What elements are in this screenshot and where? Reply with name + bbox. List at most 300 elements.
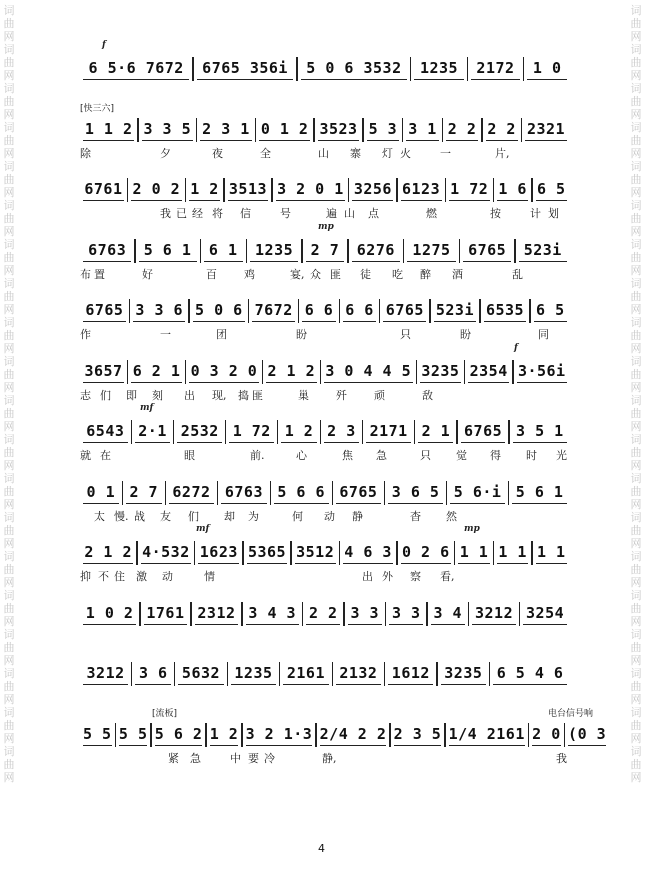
measure-notes: 3 4 3 (246, 603, 299, 625)
lyric-word: 点 (368, 207, 379, 220)
measure-notes: 1623 (198, 542, 239, 564)
dynamic-mark: mp (318, 221, 334, 232)
measure-notes: 6765 (383, 300, 426, 322)
measure-notes: 6 2 1 (131, 361, 182, 383)
lyric-word: 灯 (382, 146, 393, 160)
bar-line (188, 299, 189, 323)
measure-notes: 0 2 6 (401, 542, 451, 564)
notation-line (80, 722, 607, 748)
measure-notes: 5 6 2 (155, 724, 203, 746)
lyric-word: 只 (400, 328, 411, 341)
measure-notes: 1235 (414, 58, 463, 80)
lyric-word: 已 (176, 207, 187, 220)
bar-line (339, 299, 340, 323)
bar-line (403, 239, 404, 263)
bar-line (519, 602, 520, 626)
measure-notes: 3 1 (406, 119, 438, 141)
lyric-word: 山 (344, 207, 355, 220)
bar-line (493, 541, 494, 565)
lyric-word: 现, (212, 388, 227, 402)
bar-line (301, 239, 302, 263)
measure-notes: 6763 (221, 482, 266, 504)
notation-line (80, 238, 570, 264)
bar-line (137, 118, 138, 142)
lyric-word: 出 (362, 570, 373, 583)
bar-line (389, 723, 390, 747)
lyric-word: 们 (188, 509, 199, 523)
bar-line (468, 602, 469, 626)
bar-line (416, 360, 417, 384)
bar-line (298, 299, 299, 323)
performance-marks (80, 403, 570, 417)
measure-notes: 6765 (461, 421, 506, 443)
bar-line (402, 118, 403, 142)
bar-line (414, 420, 415, 444)
bar-line (523, 57, 524, 81)
lyric-word: 我 (160, 207, 171, 220)
lyric-word: 只 (420, 449, 431, 462)
measure-notes: 2532 (177, 421, 222, 443)
bar-line (362, 420, 363, 444)
measure-notes: 2 7 (306, 240, 345, 262)
lyric-word: 觉 (456, 449, 467, 462)
bar-line (384, 662, 385, 686)
lyric-word: 战 (134, 509, 145, 523)
lyric-word: 酒 (452, 267, 463, 281)
lyric-word: 友 (160, 509, 171, 523)
measure-notes: 0 3 2 0 (189, 361, 259, 383)
measure-notes: 1612 (388, 663, 433, 685)
bar-line (174, 662, 175, 686)
lyric-word: 吃 (392, 267, 403, 281)
lyric-line (80, 145, 570, 161)
lyric-word: 杳 (410, 509, 421, 523)
measure-notes: 6765 (83, 300, 126, 322)
measure-notes: 2·1 (135, 421, 170, 443)
lyric-word: 时 (526, 449, 537, 462)
measure-notes: 1235 (231, 663, 276, 685)
lyric-word: 计 (530, 207, 541, 220)
measure-notes: 1 1 (536, 542, 567, 564)
bar-line (514, 239, 515, 263)
bar-line (456, 420, 457, 444)
measure-notes: 1 72 (229, 421, 274, 443)
measure-notes: 6276 (352, 240, 400, 262)
lyric-word: 为 (248, 509, 259, 523)
lyric-word: 即 (126, 388, 137, 402)
bar-line (262, 360, 263, 384)
bar-line (396, 541, 397, 565)
lyric-word: 心 (296, 449, 307, 462)
measure-notes: 2 1 2 (266, 361, 317, 383)
measure-notes: 6 6 (302, 300, 335, 322)
measure-notes: 2 2 (446, 119, 478, 141)
bar-line (302, 602, 303, 626)
lyric-word: 就 (80, 449, 91, 462)
measure-notes: 4·532 (141, 542, 191, 564)
bar-line (315, 723, 316, 747)
bar-line (348, 178, 349, 202)
lyric-word: 志 (80, 388, 91, 402)
lyric-word: 外 (382, 570, 393, 583)
watermark-text: 词曲网词曲网词曲网词曲网词曲网词曲网词曲网词曲网词曲网词曲网词曲网词曲网词曲网词曲网词曲网词曲网词曲网词曲网词曲网词曲网 (630, 4, 642, 784)
bar-line (223, 178, 224, 202)
notation-line (80, 419, 570, 445)
lyric-word: 敌 (422, 388, 433, 402)
measure-notes: 6 5 (534, 300, 567, 322)
measure-notes: 5 6·i (450, 482, 505, 504)
bar-line (200, 239, 201, 263)
lyric-word: 我 (556, 751, 567, 765)
lyric-word: 置 (94, 267, 105, 281)
bar-line (190, 602, 191, 626)
lyric-word: 看, (440, 570, 455, 583)
bar-line (347, 239, 348, 263)
measure-notes: 5 0 6 3532 (301, 58, 407, 80)
bar-line (385, 602, 386, 626)
lyric-word: 捣 (238, 388, 249, 402)
bar-line (332, 662, 333, 686)
lyric-word: 山 (318, 146, 329, 160)
measure-notes: 2321 (525, 119, 567, 141)
measure-notes: 1 72 (449, 179, 490, 201)
measure-notes: 3513 (228, 179, 269, 201)
measure-notes: 3 3 6 (133, 300, 185, 322)
bar-line (136, 541, 137, 565)
bar-line (279, 662, 280, 686)
notation-line (80, 298, 570, 324)
lyric-word: 按 (490, 207, 501, 220)
performance-marks (80, 464, 570, 478)
lyric-line (80, 266, 570, 282)
lyric-word: 徒 (360, 267, 371, 281)
measure-notes: 3254 (523, 603, 567, 625)
measure-notes: 3 6 (135, 663, 171, 685)
measure-notes: (0 3 (568, 724, 606, 746)
bar-line (131, 662, 132, 686)
measure-notes: 6123 (401, 179, 442, 201)
measure-notes: 523i (519, 240, 567, 262)
lyric-word: 静 (352, 509, 363, 523)
lyric-word: 好 (142, 267, 153, 281)
bar-line (512, 360, 513, 384)
bar-line (531, 541, 532, 565)
lyric-line (80, 387, 570, 403)
lyric-word: 宴, (290, 267, 305, 281)
bar-line (241, 723, 242, 747)
lyric-word: 得 (490, 449, 501, 462)
lyric-word: 焦 (342, 449, 353, 462)
measure-notes: 6 6 (343, 300, 376, 322)
bar-line (122, 481, 123, 505)
measure-notes: 6 1 (204, 240, 243, 262)
lyric-word: 盼 (460, 328, 471, 341)
lyric-word: 作 (80, 328, 91, 341)
bar-line (467, 57, 468, 81)
measure-notes: 2 0 2 (131, 179, 181, 201)
notation-line (80, 56, 570, 82)
lyric-word: 情 (204, 570, 215, 583)
measure-notes: 1761 (144, 603, 188, 625)
bar-line (129, 299, 130, 323)
lyric-word: 众 (310, 267, 321, 281)
performance-marks (80, 524, 570, 538)
measure-notes: 2172 (471, 58, 520, 80)
measure-notes: 5 0 6 (193, 300, 245, 322)
lyric-line (80, 629, 570, 645)
lyric-word: 醉 (420, 267, 431, 281)
bar-line (362, 118, 363, 142)
measure-notes: 2171 (366, 421, 411, 443)
bar-line (444, 723, 445, 747)
lyric-word: 团 (216, 328, 227, 341)
notation-line (80, 177, 570, 203)
lyric-line (80, 568, 570, 584)
measure-notes: 1 0 (527, 58, 567, 80)
lyric-word: 经 (192, 207, 203, 220)
performance-marks (80, 222, 570, 236)
lyric-line (80, 508, 570, 524)
bar-line (459, 239, 460, 263)
dynamic-mark: [流板] (152, 708, 178, 719)
measure-notes: 1 1 (458, 542, 489, 564)
notation-line (80, 601, 570, 627)
bar-line (134, 239, 135, 263)
measure-notes: 3 3 5 (142, 119, 193, 141)
bar-line (115, 723, 116, 747)
bar-line (127, 178, 128, 202)
lyric-line (80, 750, 570, 766)
measure-notes: 1 6 (497, 179, 528, 201)
measure-notes: 2354 (468, 361, 509, 383)
lyric-word: 前. (250, 449, 265, 462)
performance-marks (80, 645, 570, 659)
measure-notes: 2 0 (532, 724, 561, 746)
lyric-word: 将 (212, 207, 223, 220)
bar-line (410, 57, 411, 81)
bar-line (508, 481, 509, 505)
bar-line (332, 481, 333, 505)
lyric-word: 盼 (296, 328, 307, 341)
bar-line (313, 118, 314, 142)
bar-line (521, 118, 522, 142)
dynamic-mark: [快三六] (80, 103, 115, 114)
measure-notes: 6765 (463, 240, 511, 262)
bar-line (185, 178, 186, 202)
measure-notes: 1 0 2 (83, 603, 136, 625)
performance-marks (80, 706, 594, 720)
measure-notes: 0 1 (83, 482, 119, 504)
measure-notes: 3235 (441, 663, 486, 685)
measure-notes: 6543 (83, 421, 128, 443)
measure-notes: 2 3 (324, 421, 359, 443)
lyric-word: 全 (260, 146, 271, 160)
bar-line (396, 178, 397, 202)
lyric-word: 察 (410, 570, 421, 583)
measure-notes: 6272 (169, 482, 214, 504)
bar-line (217, 481, 218, 505)
lyric-word: 冷 (264, 751, 275, 765)
bar-line (436, 662, 437, 686)
bar-line (454, 541, 455, 565)
watermark-text: 词曲网词曲网词曲网词曲网词曲网词曲网词曲网词曲网词曲网词曲网词曲网词曲网词曲网词曲网词曲网词曲网词曲网词曲网词曲网词曲网 (3, 4, 15, 784)
measure-notes: 5 5 (83, 724, 112, 746)
bar-line (529, 299, 530, 323)
lyric-word: 急 (190, 751, 201, 765)
bar-line (528, 723, 529, 747)
bar-line (192, 57, 193, 81)
bar-line (343, 602, 344, 626)
measure-notes: 3523 (318, 119, 360, 141)
bar-line (442, 118, 443, 142)
bar-line (445, 178, 446, 202)
measure-notes: 6765 356i (197, 58, 294, 80)
dynamic-mark: mp (464, 524, 480, 534)
lyric-line (80, 326, 570, 342)
watermark-right (627, 0, 645, 891)
lyric-word: 百 (206, 267, 217, 281)
measure-notes: 3235 (420, 361, 461, 383)
measure-notes: 2 3 1 (200, 119, 251, 141)
notation-line (80, 540, 570, 566)
measure-notes: 3256 (352, 179, 393, 201)
measure-notes: 3 3 (389, 603, 423, 625)
bar-line (320, 420, 321, 444)
bar-line (165, 481, 166, 505)
lyric-word: 何 (292, 509, 303, 523)
measure-notes: 3 6 5 (388, 482, 443, 504)
bar-line (320, 360, 321, 384)
bar-line (246, 239, 247, 263)
bar-line (255, 118, 256, 142)
bar-line (127, 360, 128, 384)
measure-notes: 523i (434, 300, 477, 322)
performance-marks (80, 585, 570, 599)
measure-notes: 0 1 2 (259, 119, 310, 141)
measure-notes: 3 2 1·3 (246, 724, 313, 746)
bar-line (339, 541, 340, 565)
lyric-word: 们 (100, 388, 111, 402)
lyric-line (80, 447, 570, 463)
lyric-word: 要 (248, 751, 259, 765)
measure-notes: 6 5 (536, 179, 567, 201)
lyric-word: 在 (100, 449, 111, 462)
lyric-line (80, 84, 570, 100)
lyric-word: 燃 (426, 207, 437, 220)
performance-marks (80, 282, 570, 296)
lyric-word: 夜 (212, 146, 223, 160)
bar-line (271, 178, 272, 202)
bar-line (379, 299, 380, 323)
bar-line (196, 118, 197, 142)
lyric-word: 急 (376, 449, 387, 462)
measure-notes: 2 1 2 (83, 542, 133, 564)
measure-notes: 6765 (336, 482, 381, 504)
lyric-word: 光 (556, 449, 567, 462)
performance-marks (80, 343, 570, 357)
measure-notes: 5 3 (367, 119, 399, 141)
lyric-word: 眼 (184, 449, 195, 462)
notation-line (80, 480, 570, 506)
lyric-word: 紧 (168, 751, 179, 765)
bar-line (531, 178, 532, 202)
lyric-word: 太 (94, 509, 105, 523)
measure-notes: 2312 (195, 603, 239, 625)
measure-notes: 5 6 6 (274, 482, 329, 504)
dynamic-mark: mf (140, 403, 154, 413)
measure-notes: 5365 (247, 542, 288, 564)
lyric-word: 除 (80, 146, 91, 160)
lyric-word: 布 (80, 267, 91, 281)
bar-line (131, 420, 132, 444)
measure-notes: 3 3 (348, 603, 382, 625)
lyric-word: 然 (446, 509, 457, 523)
notation-line (80, 117, 570, 143)
bar-line (225, 420, 226, 444)
bar-line (508, 420, 509, 444)
lyric-word: 出 (184, 388, 195, 402)
lyric-word: 匪 (252, 388, 263, 402)
measure-notes: 3 2 0 1 (276, 179, 345, 201)
lyric-word: 一 (160, 328, 171, 341)
bar-line (150, 723, 151, 747)
lyric-word: 乱 (512, 267, 523, 281)
bar-line (384, 481, 385, 505)
lyric-word: 火 (400, 146, 411, 160)
lyric-word: 慢. (114, 509, 129, 523)
measure-notes: 6 5·6 7672 (83, 58, 189, 80)
lyric-word: 寨 (350, 146, 361, 160)
measure-notes: 2161 (283, 663, 328, 685)
measure-notes: 4 6 3 (343, 542, 393, 564)
bar-line (429, 299, 430, 323)
lyric-word: 号 (280, 207, 291, 220)
performance-marks (80, 101, 570, 115)
lyric-word: 一 (440, 146, 451, 160)
measure-notes: 3212 (83, 663, 128, 685)
dynamic-mark: f (102, 40, 106, 50)
lyric-word: 却 (224, 509, 235, 523)
bar-line (296, 57, 297, 81)
lyric-line (80, 205, 570, 221)
bar-line (173, 420, 174, 444)
watermark-left (0, 0, 18, 891)
measure-notes: 2 3 5 (394, 724, 442, 746)
measure-notes: 3212 (472, 603, 516, 625)
lyric-word: 歼 (336, 388, 347, 402)
lyric-word: 信 (240, 207, 251, 220)
lyric-word: 片, (495, 146, 510, 160)
measure-notes: 6 5 4 6 (493, 663, 567, 685)
bar-line (493, 178, 494, 202)
bar-line (446, 481, 447, 505)
page-number: 4 (318, 842, 325, 855)
notation-line (80, 359, 570, 385)
dynamic-mark: f (514, 342, 518, 353)
measure-notes: 3 5 1 (513, 421, 567, 443)
measure-notes: 1 2 (281, 421, 316, 443)
measure-notes: 2132 (336, 663, 381, 685)
measure-notes: 3512 (295, 542, 336, 564)
measure-notes: 5 6 1 (512, 482, 567, 504)
bar-line (290, 541, 291, 565)
measure-notes: 5 6 1 (139, 240, 197, 262)
bar-line (194, 541, 195, 565)
bar-line (241, 602, 242, 626)
bar-line (227, 662, 228, 686)
bar-line (185, 360, 186, 384)
dynamic-mark: mf (196, 524, 210, 534)
